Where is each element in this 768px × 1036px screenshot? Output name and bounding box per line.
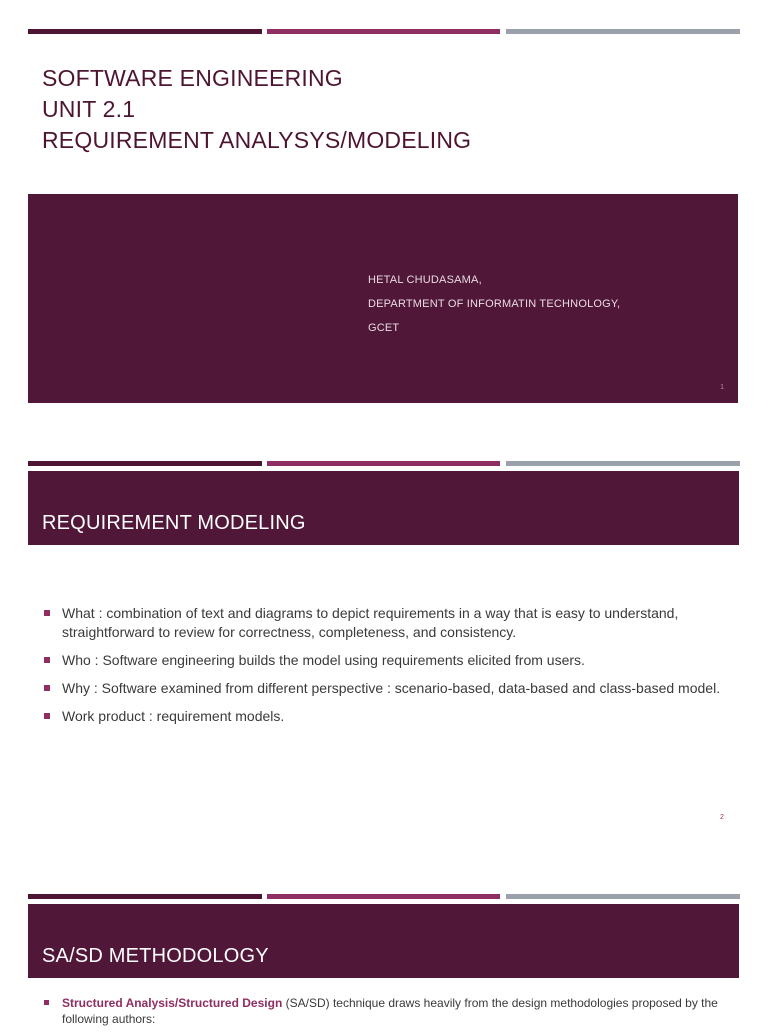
list-item — [44, 995, 734, 1027]
title-line: UNIT 2.1 — [42, 96, 136, 122]
bullet-text: Work product : requirement models. — [62, 708, 285, 724]
bullet-text: What : combination of text and diagrams to depict requirements in a way that is easy to understand, straightforward to review for correctness, completeness, and consistency. — [62, 605, 679, 640]
author-institution: GCET — [368, 322, 400, 334]
slide-title: SA/SD METHODOLOGY — [42, 945, 269, 967]
square-bullet-icon — [44, 685, 50, 691]
requirement-modeling-slide — [0, 440, 768, 880]
author-name: HETAL CHUDASAMA, — [368, 274, 482, 286]
bar-dark — [28, 461, 262, 466]
decorative-top-bars — [28, 894, 740, 899]
bullet-list — [44, 604, 724, 735]
author-department: DEPARTMENT OF INFORMATIN TECHNOLOGY, — [368, 298, 621, 310]
list-item — [44, 707, 724, 726]
bullet-text: Who : Software engineering builds the model using requirements elicited from users. — [62, 652, 585, 668]
square-bullet-icon — [44, 713, 50, 719]
square-bullet-icon — [44, 1000, 49, 1005]
slide-number: 1 — [720, 384, 724, 391]
bar-grey — [506, 894, 740, 899]
title-line: SOFTWARE ENGINEERING — [42, 65, 343, 91]
list-item — [44, 604, 724, 642]
highlighted-term: Structured Analysis/Structured Design — [62, 996, 283, 1010]
title-slide — [0, 0, 768, 440]
bullet-text: Why : Software examined from different perspective : scenario-based, data-based and class-based model. — [62, 680, 721, 696]
sasd-methodology-slide — [0, 880, 768, 1024]
title-line: REQUIREMENT ANALYSYS/MODELING — [42, 127, 472, 153]
bar-dark — [28, 894, 262, 899]
bullet-text: (SA/SD) technique draws heavily from the design methodologies proposed by the following authors: — [62, 996, 718, 1026]
bar-mid — [267, 461, 500, 466]
decorative-top-bars — [28, 29, 740, 34]
bar-grey — [506, 29, 740, 34]
list-item — [44, 679, 724, 698]
slide-number: 2 — [720, 814, 724, 821]
square-bullet-icon — [44, 657, 50, 663]
slide-title: REQUIREMENT MODELING — [42, 512, 306, 534]
slide-title — [42, 63, 471, 156]
slide-header — [28, 471, 739, 545]
bullet-list — [44, 995, 734, 1036]
bar-mid — [267, 894, 500, 899]
bar-grey — [506, 461, 740, 466]
bar-mid — [267, 29, 500, 34]
square-bullet-icon — [44, 610, 50, 616]
decorative-top-bars — [28, 461, 740, 466]
author-info — [368, 268, 620, 340]
author-panel — [28, 194, 738, 403]
list-item — [44, 651, 724, 670]
bar-dark — [28, 29, 262, 34]
slide-header — [28, 904, 739, 978]
